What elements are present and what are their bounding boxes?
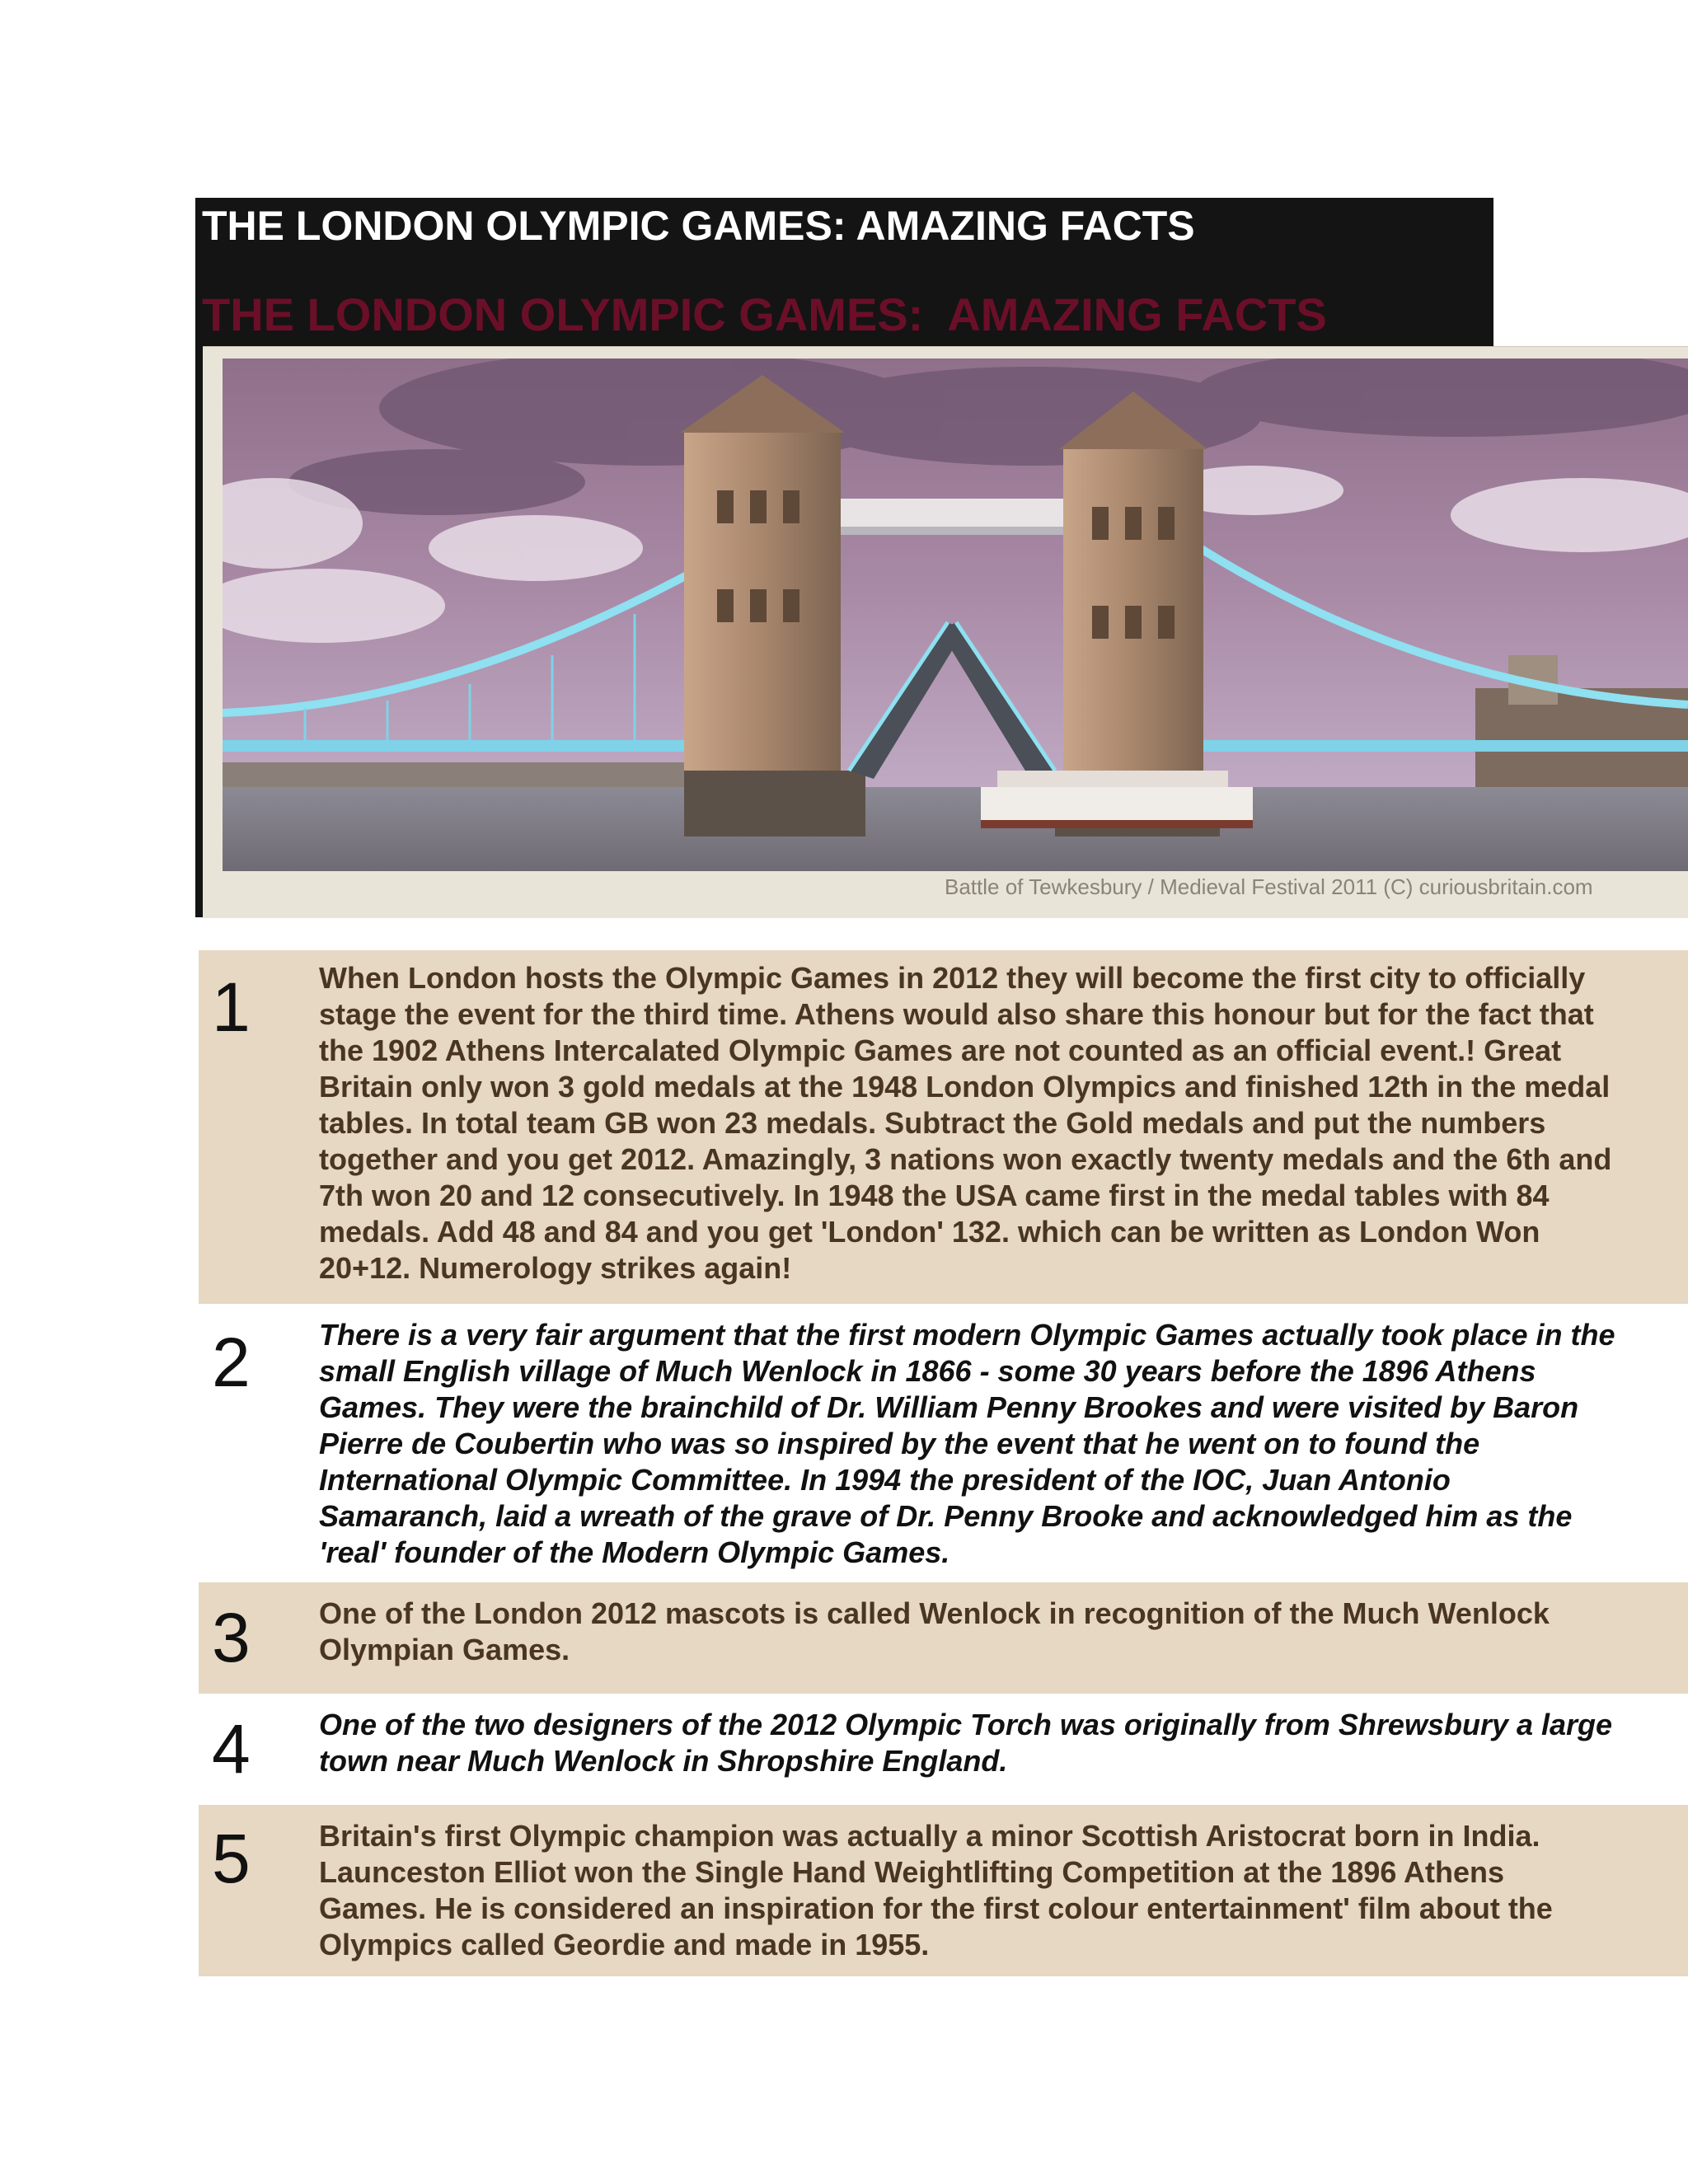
fact-row-1 bbox=[199, 950, 1688, 1304]
tower-bridge-photo bbox=[223, 359, 1688, 871]
title-banner bbox=[195, 198, 1493, 346]
fact-number: 5 bbox=[212, 1820, 251, 1897]
photo-frame bbox=[203, 346, 1688, 918]
fact-number: 3 bbox=[212, 1599, 251, 1676]
fact-row-2 bbox=[199, 1304, 1688, 1582]
fact-text: Britain's first Olympic champion was actually a minor Scottish Aristocrat born in India. Launceston Elliot won the Single Hand Weightlifting Competition at the 1896 Athens Games. He is considered an inspiration for the first colour entertainment' film about the Olympics called Geordie and made in 1955. bbox=[319, 1819, 1553, 1961]
fact-number: 2 bbox=[212, 1324, 251, 1401]
fact-text: There is a very fair argument that the first modern Olympic Games actually took place in the small English village of Much Wenlock in 1866 - some 30 years before the 1896 Athens Games. They were the brainchild of Dr. William Penny Brookes and were visited by Baron Pierre de Coubertin who was so inspired by the event that he went on to found the International Olympic Committee. In 1994 the president of the IOC, Juan Antonio Samaranch, laid a wreath of the grave of Dr. Penny Brooke and acknowledged him as the 'real' founder of the Modern Olympic Games. bbox=[319, 1318, 1615, 1569]
page-title: THE LONDON OLYMPIC GAMES: AMAZING FACTS bbox=[202, 203, 1195, 249]
photo-caption: Battle of Tewkesbury / Medieval Festival 2011 (C) curiousbritain.com bbox=[945, 874, 1593, 899]
fact-row-4 bbox=[199, 1694, 1688, 1805]
photo-left-border bbox=[195, 346, 203, 917]
page-subtitle: THE LONDON OLYMPIC GAMES: AMAZING FACTS bbox=[202, 288, 1327, 340]
fact-text: One of the London 2012 mascots is called Wenlock in recognition of the Much Wenlock Olympian Games. bbox=[319, 1596, 1550, 1666]
fact-number: 1 bbox=[212, 968, 251, 1046]
fact-text: One of the two designers of the 2012 Olympic Torch was originally from Shrewsbury a large town near Much Wenlock in Shropshire England. bbox=[319, 1708, 1613, 1778]
fact-row-5 bbox=[199, 1805, 1688, 1976]
fact-text: When London hosts the Olympic Games in 2012 they will become the first city to officially stage the event for the third time. Athens would also share this honour but for the fact that the 1902 Athens Intercalated Olympic Games are not counted as an official event.! Great Britain only won 3 gold medals at the 1948 London Olympics and finished 12th in the medal tables. In total team GB won 23 medals. Subtract the Gold medals and put the numbers together and you get 2012. Amazingly, 3 nations won exactly twenty medals and the 6th and 7th won 20 and 12 consecutively. In 1948 the USA came first in the medal tables with 84 medals. Add 48 and 84 and you get 'London' 132. which can be written as London Won 20+12. Numerology strikes again! bbox=[319, 961, 1612, 1285]
fact-row-3 bbox=[199, 1582, 1688, 1694]
fact-number: 4 bbox=[212, 1710, 251, 1788]
